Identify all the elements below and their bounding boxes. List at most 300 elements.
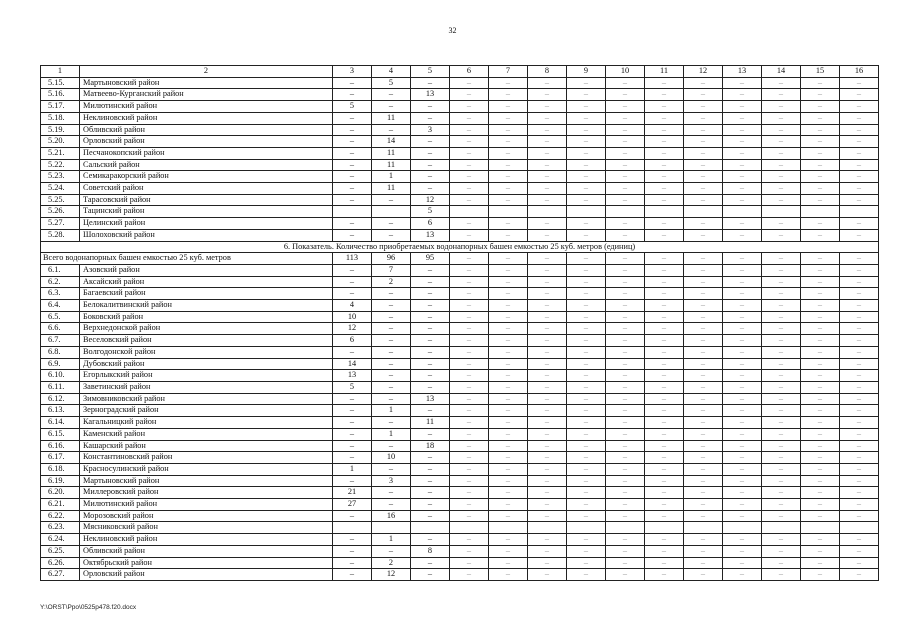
value-col-15: – [801, 475, 840, 487]
value-col-12: – [684, 510, 723, 522]
column-header-7: 7 [489, 66, 528, 78]
value-col-3: – [333, 475, 372, 487]
value-col-6: – [450, 183, 489, 195]
value-col-9: – [567, 264, 606, 276]
value-col-4: – [372, 194, 411, 206]
value-col-15: – [801, 557, 840, 569]
value-col-4 [372, 522, 411, 534]
value-col-4: – [372, 288, 411, 300]
value-col-11: – [645, 440, 684, 452]
district-name: Мартыновский район [80, 475, 333, 487]
value-col-10: – [606, 557, 645, 569]
value-col-8: – [528, 510, 567, 522]
value-col-13: – [723, 77, 762, 89]
value-col-15: – [801, 534, 840, 546]
value-col-13: – [723, 475, 762, 487]
table-row [41, 159, 879, 171]
column-header-12: 12 [684, 66, 723, 78]
row-number: 6.22. [41, 510, 80, 522]
value-col-3: – [333, 417, 372, 429]
value-col-14: – [762, 311, 801, 323]
value-col-3: 14 [333, 358, 372, 370]
value-col-6: – [450, 311, 489, 323]
value-col-13: – [723, 417, 762, 429]
value-col-10: – [606, 358, 645, 370]
table-row [41, 112, 879, 124]
value-col-16: – [840, 381, 879, 393]
value-col-7: – [489, 475, 528, 487]
district-name: Константиновский район [80, 452, 333, 464]
district-name: Белокалитвинский район [80, 300, 333, 312]
value-col-6: – [450, 323, 489, 335]
value-col-7: – [489, 300, 528, 312]
table-row [41, 417, 879, 429]
value-col-8: – [528, 428, 567, 440]
value-col-11: – [645, 124, 684, 136]
value-col-13: – [723, 463, 762, 475]
value-col-12: – [684, 475, 723, 487]
total-value-col-4: 96 [372, 253, 411, 265]
value-col-3: – [333, 428, 372, 440]
district-name: Морозовский район [80, 510, 333, 522]
value-col-14: – [762, 428, 801, 440]
value-col-11: – [645, 77, 684, 89]
column-header-16: 16 [840, 66, 879, 78]
section-title: 6. Показатель. Количество приобретаемых водонапорных башен емкостью 25 куб. метров (единиц) [41, 241, 879, 253]
value-col-13: – [723, 545, 762, 557]
value-col-8: – [528, 264, 567, 276]
value-col-16: – [840, 463, 879, 475]
value-col-4: 5 [372, 77, 411, 89]
district-name: Дубовский район [80, 358, 333, 370]
value-col-8: – [528, 136, 567, 148]
value-col-7: – [489, 569, 528, 581]
value-col-14: – [762, 101, 801, 113]
value-col-12: – [684, 300, 723, 312]
value-col-16: – [840, 264, 879, 276]
value-col-3: – [333, 136, 372, 148]
value-col-3: – [333, 557, 372, 569]
value-col-9: – [567, 159, 606, 171]
value-col-12: – [684, 147, 723, 159]
value-col-8: – [528, 452, 567, 464]
value-col-10: – [606, 288, 645, 300]
value-col-8: – [528, 147, 567, 159]
column-number-row [41, 66, 879, 78]
value-col-11: – [645, 487, 684, 499]
value-col-5: – [411, 381, 450, 393]
value-col-8: – [528, 417, 567, 429]
value-col-14: – [762, 323, 801, 335]
value-col-5: 18 [411, 440, 450, 452]
value-col-6: – [450, 534, 489, 546]
row-number: 6.11. [41, 381, 80, 393]
value-col-12: – [684, 276, 723, 288]
value-col-3: – [333, 183, 372, 195]
value-col-15: – [801, 381, 840, 393]
value-col-5: 13 [411, 393, 450, 405]
table-row [41, 89, 879, 101]
value-col-14: – [762, 136, 801, 148]
value-col-16: – [840, 452, 879, 464]
value-col-8: – [528, 463, 567, 475]
value-col-8: – [528, 194, 567, 206]
value-col-15: – [801, 335, 840, 347]
value-col-15: – [801, 124, 840, 136]
value-col-15: – [801, 264, 840, 276]
value-col-14: – [762, 370, 801, 382]
value-col-15: – [801, 370, 840, 382]
value-col-10: – [606, 229, 645, 241]
row-number: 6.21. [41, 499, 80, 511]
value-col-14: – [762, 417, 801, 429]
table-row [41, 311, 879, 323]
value-col-5: 8 [411, 545, 450, 557]
value-col-12: – [684, 159, 723, 171]
value-col-13: – [723, 346, 762, 358]
table-row [41, 499, 879, 511]
value-col-10: – [606, 112, 645, 124]
value-col-7: – [489, 171, 528, 183]
table-row [41, 124, 879, 136]
table-row [41, 323, 879, 335]
row-number: 6.24. [41, 534, 80, 546]
district-name: Обливский район [80, 124, 333, 136]
value-col-11 [645, 206, 684, 218]
value-col-16: – [840, 499, 879, 511]
value-col-7: – [489, 112, 528, 124]
value-col-16: – [840, 487, 879, 499]
value-col-11: – [645, 323, 684, 335]
value-col-13: – [723, 229, 762, 241]
value-col-14: – [762, 300, 801, 312]
value-col-4: – [372, 323, 411, 335]
value-col-9: – [567, 405, 606, 417]
value-col-15: – [801, 194, 840, 206]
value-col-9: – [567, 440, 606, 452]
value-col-7 [489, 522, 528, 534]
row-number: 5.15. [41, 77, 80, 89]
value-col-6: – [450, 229, 489, 241]
value-col-10 [606, 206, 645, 218]
value-col-16: – [840, 300, 879, 312]
value-col-11: – [645, 218, 684, 230]
value-col-9: – [567, 194, 606, 206]
district-name: Орловский район [80, 569, 333, 581]
total-value-col-10: – [606, 253, 645, 265]
row-number: 6.20. [41, 487, 80, 499]
total-value-col-6: – [450, 253, 489, 265]
value-col-11: – [645, 229, 684, 241]
value-col-15: – [801, 183, 840, 195]
district-name: Шолоховский район [80, 229, 333, 241]
value-col-9: – [567, 534, 606, 546]
value-col-5: 12 [411, 194, 450, 206]
column-header-4: 4 [372, 66, 411, 78]
value-col-3: – [333, 545, 372, 557]
value-col-4: 1 [372, 534, 411, 546]
total-value-col-15: – [801, 253, 840, 265]
value-col-14: – [762, 276, 801, 288]
value-col-4: 12 [372, 569, 411, 581]
value-col-7: – [489, 452, 528, 464]
value-col-12: – [684, 335, 723, 347]
value-col-4: – [372, 370, 411, 382]
district-name: Багаевский район [80, 288, 333, 300]
value-col-12: – [684, 393, 723, 405]
value-col-15: – [801, 311, 840, 323]
row-number: 6.8. [41, 346, 80, 358]
value-col-7: – [489, 405, 528, 417]
value-col-3: – [333, 218, 372, 230]
column-header-6: 6 [450, 66, 489, 78]
value-col-13: – [723, 335, 762, 347]
value-col-5: – [411, 557, 450, 569]
district-name: Неклиновский район [80, 112, 333, 124]
value-col-15: – [801, 487, 840, 499]
value-col-11: – [645, 475, 684, 487]
value-col-12: – [684, 499, 723, 511]
value-col-14: – [762, 112, 801, 124]
value-col-7: – [489, 311, 528, 323]
row-number: 6.23. [41, 522, 80, 534]
district-name: Обливский район [80, 545, 333, 557]
value-col-7: – [489, 545, 528, 557]
value-col-9: – [567, 475, 606, 487]
row-number: 6.6. [41, 323, 80, 335]
value-col-11: – [645, 358, 684, 370]
value-col-10: – [606, 136, 645, 148]
value-col-3: – [333, 171, 372, 183]
value-col-6: – [450, 358, 489, 370]
district-name: Волгодонской район [80, 346, 333, 358]
value-col-7: – [489, 393, 528, 405]
value-col-11: – [645, 300, 684, 312]
district-name: Тарасовский район [80, 194, 333, 206]
table-row [41, 452, 879, 464]
table-body [41, 66, 879, 581]
value-col-11: – [645, 510, 684, 522]
value-col-3: – [333, 276, 372, 288]
value-col-14: – [762, 557, 801, 569]
value-col-10: – [606, 428, 645, 440]
table-row [41, 206, 879, 218]
value-col-8: – [528, 346, 567, 358]
district-name: Боковский район [80, 311, 333, 323]
value-col-6: – [450, 276, 489, 288]
value-col-10: – [606, 534, 645, 546]
value-col-3: – [333, 510, 372, 522]
value-col-8: – [528, 475, 567, 487]
district-name: Советский район [80, 183, 333, 195]
value-col-3: – [333, 569, 372, 581]
value-col-8: – [528, 534, 567, 546]
value-col-16: – [840, 534, 879, 546]
value-col-16 [840, 206, 879, 218]
value-col-13: – [723, 276, 762, 288]
value-col-5: – [411, 534, 450, 546]
value-col-3: 1 [333, 463, 372, 475]
value-col-5: – [411, 147, 450, 159]
value-col-13: – [723, 288, 762, 300]
value-col-11: – [645, 335, 684, 347]
value-col-10: – [606, 393, 645, 405]
value-col-12: – [684, 405, 723, 417]
value-col-10: – [606, 545, 645, 557]
value-col-12 [684, 522, 723, 534]
value-col-5: – [411, 311, 450, 323]
value-col-15: – [801, 136, 840, 148]
table-row [41, 264, 879, 276]
value-col-4: – [372, 499, 411, 511]
total-value-col-5: 95 [411, 253, 450, 265]
value-col-7: – [489, 499, 528, 511]
district-name: Матвеево-Курганский район [80, 89, 333, 101]
value-col-3: 27 [333, 499, 372, 511]
value-col-7: – [489, 183, 528, 195]
total-value-col-3: 113 [333, 253, 372, 265]
value-col-10: – [606, 335, 645, 347]
row-number: 6.13. [41, 405, 80, 417]
value-col-9: – [567, 288, 606, 300]
value-col-12: – [684, 440, 723, 452]
value-col-13: – [723, 159, 762, 171]
value-col-8: – [528, 557, 567, 569]
value-col-15: – [801, 405, 840, 417]
value-col-15: – [801, 276, 840, 288]
value-col-12: – [684, 487, 723, 499]
value-col-7: – [489, 346, 528, 358]
value-col-6: – [450, 487, 489, 499]
table-row [41, 569, 879, 581]
value-col-16: – [840, 311, 879, 323]
table-row [41, 335, 879, 347]
value-col-6: – [450, 300, 489, 312]
value-col-16: – [840, 440, 879, 452]
value-col-16: – [840, 405, 879, 417]
value-col-6: – [450, 381, 489, 393]
value-col-5: – [411, 358, 450, 370]
value-col-13: – [723, 89, 762, 101]
row-number: 5.21. [41, 147, 80, 159]
value-col-9 [567, 206, 606, 218]
column-header-10: 10 [606, 66, 645, 78]
row-number: 6.19. [41, 475, 80, 487]
district-name: Орловский район [80, 136, 333, 148]
value-col-9: – [567, 417, 606, 429]
value-col-7: – [489, 428, 528, 440]
value-col-12: – [684, 346, 723, 358]
row-number: 6.14. [41, 417, 80, 429]
value-col-4: 7 [372, 264, 411, 276]
value-col-15: – [801, 545, 840, 557]
value-col-6 [450, 522, 489, 534]
value-col-12: – [684, 463, 723, 475]
value-col-5: – [411, 428, 450, 440]
value-col-12: – [684, 545, 723, 557]
value-col-4: 10 [372, 452, 411, 464]
value-col-3: – [333, 89, 372, 101]
value-col-8: – [528, 405, 567, 417]
value-col-7: – [489, 370, 528, 382]
value-col-7: – [489, 463, 528, 475]
value-col-16: – [840, 194, 879, 206]
value-col-9: – [567, 311, 606, 323]
value-col-6: – [450, 101, 489, 113]
value-col-9: – [567, 300, 606, 312]
value-col-9: – [567, 557, 606, 569]
value-col-6 [450, 206, 489, 218]
value-col-12: – [684, 218, 723, 230]
value-col-7: – [489, 77, 528, 89]
value-col-5: – [411, 499, 450, 511]
row-number: 5.18. [41, 112, 80, 124]
table-row [41, 194, 879, 206]
value-col-10: – [606, 300, 645, 312]
value-col-6: – [450, 159, 489, 171]
value-col-6: – [450, 264, 489, 276]
value-col-11: – [645, 405, 684, 417]
value-col-9: – [567, 101, 606, 113]
column-header-1: 1 [41, 66, 80, 78]
value-col-3: – [333, 194, 372, 206]
total-row [41, 253, 879, 265]
value-col-4: – [372, 358, 411, 370]
row-number: 5.26. [41, 206, 80, 218]
value-col-4: – [372, 335, 411, 347]
value-col-13: – [723, 534, 762, 546]
table-row [41, 534, 879, 546]
value-col-5: – [411, 300, 450, 312]
value-col-8: – [528, 276, 567, 288]
value-col-6: – [450, 510, 489, 522]
value-col-13: – [723, 323, 762, 335]
table-row [41, 428, 879, 440]
value-col-4: – [372, 417, 411, 429]
row-number: 5.17. [41, 101, 80, 113]
row-number: 5.22. [41, 159, 80, 171]
value-col-11: – [645, 101, 684, 113]
value-col-12: – [684, 323, 723, 335]
row-number: 5.25. [41, 194, 80, 206]
value-col-3: – [333, 534, 372, 546]
value-col-3: – [333, 77, 372, 89]
value-col-12: – [684, 381, 723, 393]
value-col-7: – [489, 218, 528, 230]
value-col-3: 5 [333, 381, 372, 393]
value-col-12: – [684, 136, 723, 148]
value-col-3: – [333, 159, 372, 171]
value-col-13: – [723, 183, 762, 195]
value-col-5: 13 [411, 89, 450, 101]
value-col-5: – [411, 510, 450, 522]
value-col-8: – [528, 89, 567, 101]
value-col-12: – [684, 417, 723, 429]
value-col-10: – [606, 159, 645, 171]
value-col-16: – [840, 335, 879, 347]
value-col-5: – [411, 171, 450, 183]
value-col-7: – [489, 89, 528, 101]
value-col-14: – [762, 487, 801, 499]
district-name: Зимовниковский район [80, 393, 333, 405]
value-col-15: – [801, 323, 840, 335]
value-col-12: – [684, 194, 723, 206]
value-col-13: – [723, 194, 762, 206]
value-col-14: – [762, 159, 801, 171]
district-name: Каменский район [80, 428, 333, 440]
value-col-16: – [840, 89, 879, 101]
column-header-2: 2 [80, 66, 333, 78]
